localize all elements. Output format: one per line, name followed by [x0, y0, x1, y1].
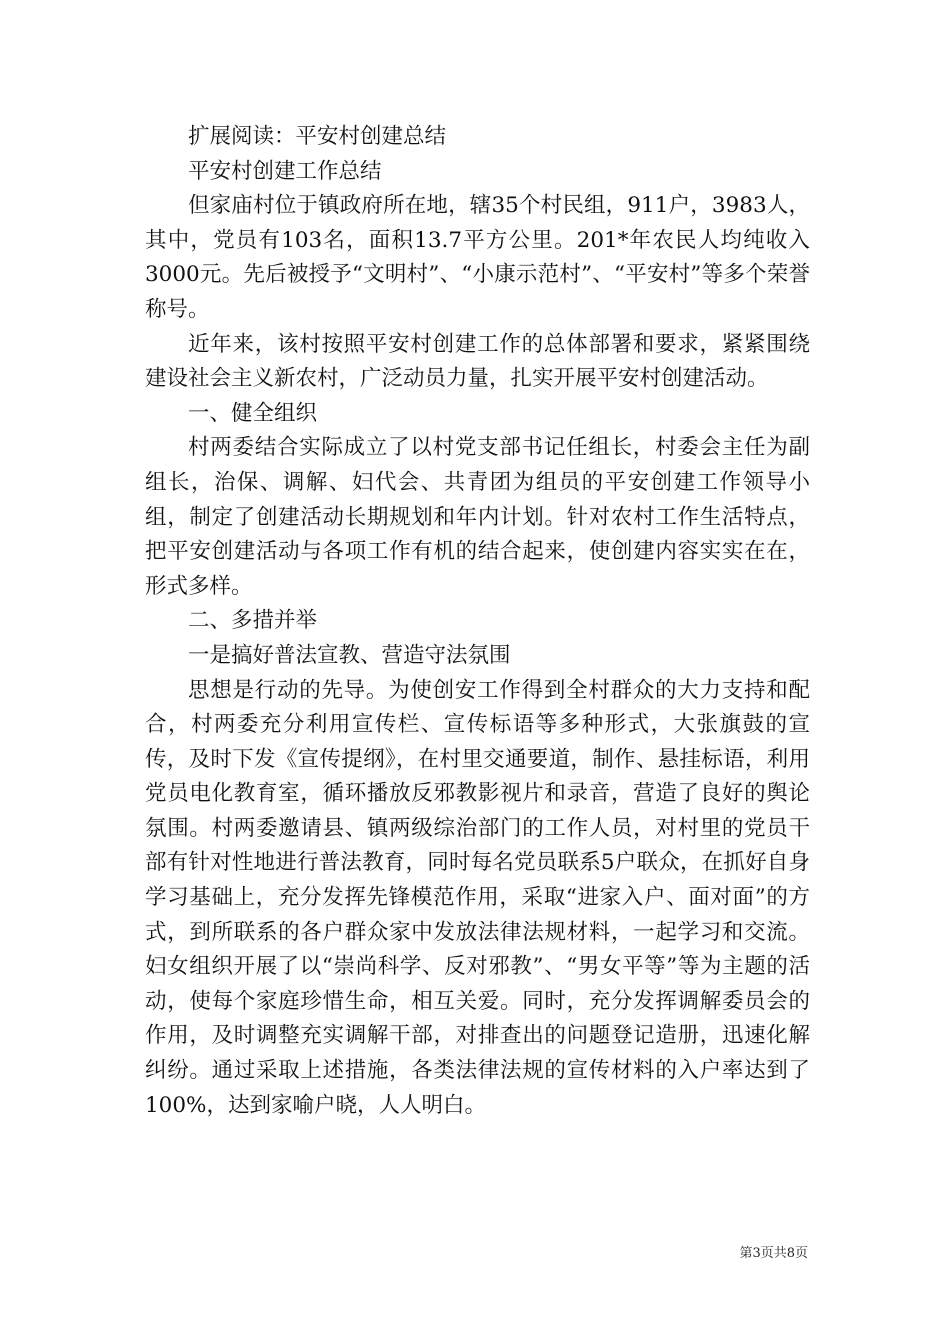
section-heading-measures: 二、多措并举 — [188, 608, 318, 634]
related-reading-heading: 扩展阅读：平安村创建总结 — [188, 124, 447, 149]
document-body — [145, 120, 810, 1123]
subsection-heading-legal-education: 一是搞好普法宣教、营造守法氛围 — [188, 642, 511, 668]
paragraph-village-overview: 但家庙村位于镇政府所在地，辖35个村民组，911户，3983人，其中，党员有103名，面积13.7平方公里。201*年农民人均纯收入3000元。先后被授予“文明村”、“小康示范村”、“平安村”等多个荣誉称号。 — [145, 193, 810, 322]
paragraph-recent-years: 近年来，该村按照平安村创建工作的总体部署和要求，紧紧围绕建设社会主义新农村，广泛动员力量，扎实开展平安村创建活动。 — [145, 331, 810, 392]
section-heading-organization: 一、健全组织 — [188, 400, 318, 426]
document-title: 平安村创建工作总结 — [188, 158, 382, 184]
page-number: 第3页共8页 — [739, 1246, 808, 1261]
paragraph-organization: 村两委结合实际成立了以村党支部书记任组长，村委会主任为副组长，治保、调解、妇代会、共青团为组员的平安创建工作领导小组，制定了创建活动长期规划和年内计划。针对农村工作生活特点，把平安创建活动与各项工作有机的结合起来，使创建内容实实在在，形式多样。 — [145, 435, 810, 599]
paragraph-legal-education: 思想是行动的先导。为使创安工作得到全村群众的大力支持和配合，村两委充分利用宣传栏、宣传标语等多种形式，大张旗鼓的宣传，及时下发《宣传提纲》，在村里交通要道，制作、悬挂标语，利用党员电化教育室，循环播放反邪教影视片和录音，营造了良好的舆论氛围。村两委邀请县、镇两级综治部门的工作人员，对村里的党员干部有针对性地进行普法教育，同时每名党员联系5户联众，在抓好自身学习基础上，充分发挥先锋模范作用，采取“进家入户、面对面”的方式，到所联系的各户群众家中发放法律法规材料，一起学习和交流。妇女组织开展了以“崇尚科学、反对邪教”、“男女平等”等为主题的活动，使每个家庭珍惜生命，相互关爱。同时，充分发挥调解委员会的作用，及时调整充实调解干部，对排查出的问题登记造册，迅速化解纠纷。通过采取上述措施，各类法律法规的宣传材料的入户率达到了100%，达到家喻户晓，人人明白。 — [145, 677, 810, 1118]
